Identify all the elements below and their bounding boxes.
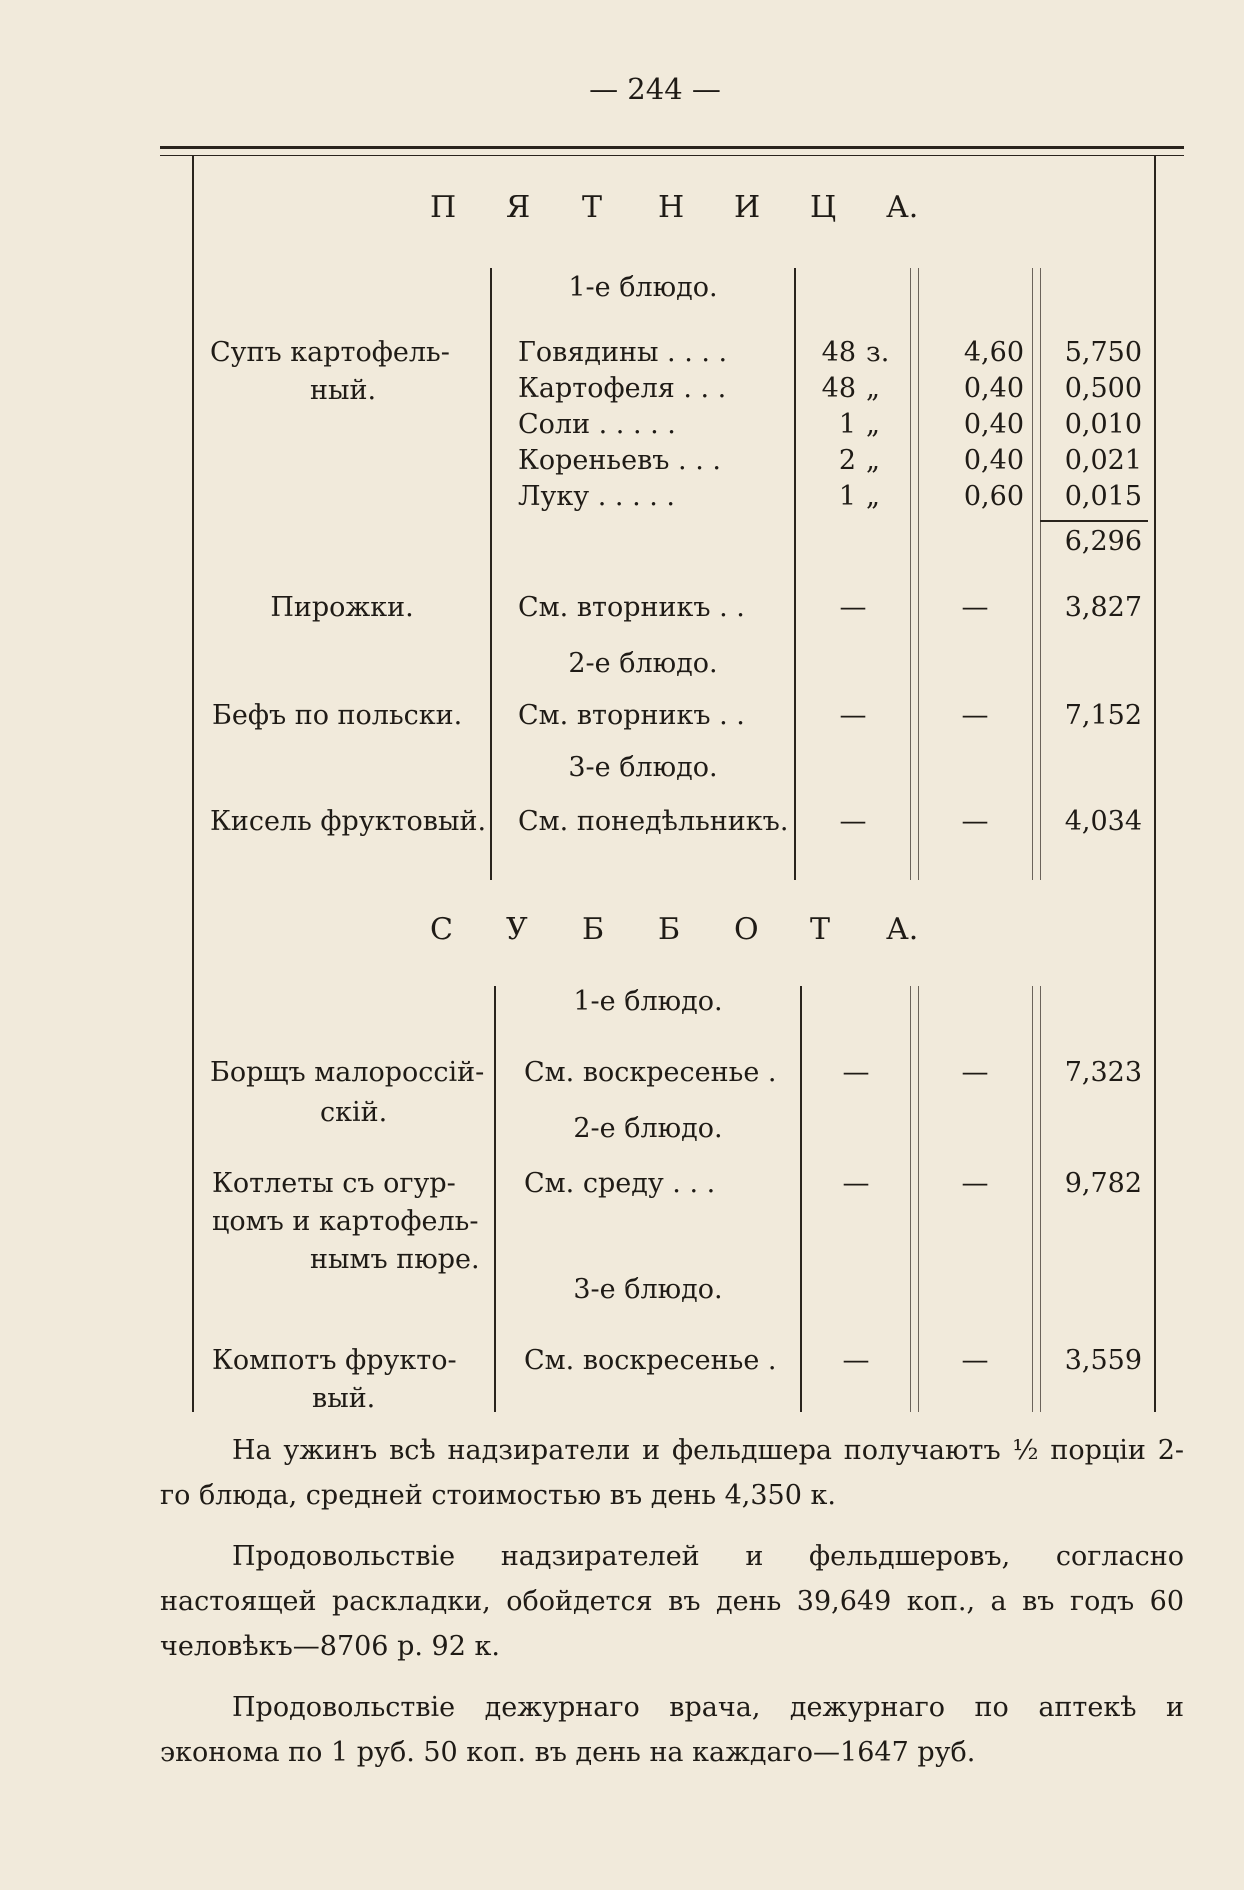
saturday-col-line <box>918 986 919 1412</box>
paragraph: На ужинъ всѣ надзиратели и фельдшера получаютъ ½ порціи 2-го блюда, средней стоимостью въ день 4,350 к. <box>160 1435 1184 1511</box>
ingredient-qty: 48 <box>821 373 856 404</box>
saturday-title <box>430 912 950 952</box>
ingredient-cost: 0,010 <box>1064 409 1142 440</box>
dish-name: Бефъ по польски. <box>212 700 463 731</box>
friday-letter: Ц <box>810 190 837 225</box>
dish-ref: См. понедѣльникъ. <box>518 806 789 837</box>
dish-name: вый. <box>312 1383 376 1414</box>
friday-col-line <box>918 268 919 880</box>
course-heading: 1-е блюдо. <box>573 986 723 1017</box>
ingredient-price: 0,40 <box>963 445 1024 476</box>
saturday-letter: Т <box>810 912 831 947</box>
ingredient-price: 0,60 <box>963 481 1024 512</box>
footer-text <box>160 1428 1184 1775</box>
ingredient-unit: „ <box>866 373 880 404</box>
friday-col-line <box>1040 268 1041 880</box>
ingredient-cost: 5,750 <box>1064 337 1142 368</box>
friday-title <box>430 190 950 230</box>
dash: — <box>961 806 989 837</box>
friday-letter: Н <box>658 190 685 225</box>
dish-ref: См. вторникъ . . <box>518 700 745 731</box>
dish-ref: См. вторникъ . . <box>518 592 745 623</box>
saturday-col-line <box>1040 986 1041 1412</box>
friday-col-line <box>490 268 492 880</box>
friday-letter: И <box>734 190 761 225</box>
soup-total: 6,296 <box>1064 526 1142 557</box>
table-left-border <box>192 156 194 1412</box>
friday-letter: Т <box>582 190 603 225</box>
dish-cost: 3,827 <box>1064 592 1142 623</box>
dash: — <box>839 700 867 731</box>
saturday-letter: С <box>430 912 453 947</box>
ingredient-cost: 0,021 <box>1064 445 1142 476</box>
ingredient-price: 0,40 <box>963 409 1024 440</box>
dish-ref: См. воскресенье . <box>524 1345 777 1376</box>
course-heading: 2-е блюдо. <box>573 1113 723 1144</box>
friday-letter: Я <box>506 190 531 225</box>
dish-name: Кисель фруктовый. <box>210 806 487 837</box>
ingredient-qty: 48 <box>821 337 856 368</box>
dash: — <box>961 700 989 731</box>
dish-name: ный. <box>310 375 377 406</box>
dash: — <box>961 1345 989 1376</box>
dash: — <box>961 1168 989 1199</box>
paragraph: Продовольствіе надзирателей и фельдшеровъ, согласно настоящей раскладки, обойдется въ день 39,649 коп., а въ годъ 60 человѣкъ—8706 р. 92 к. <box>160 1541 1184 1662</box>
dish-ref: См. воскресенье . <box>524 1057 777 1088</box>
saturday-col-line <box>910 986 911 1412</box>
friday-letter: П <box>430 190 457 225</box>
dash: — <box>839 806 867 837</box>
dish-name: цомъ и картофель- <box>212 1206 479 1237</box>
dish-cost: 9,782 <box>1064 1168 1142 1199</box>
course-heading: 1-е блюдо. <box>568 272 718 303</box>
dash: — <box>961 592 989 623</box>
course-heading: 2-е блюдо. <box>568 648 718 679</box>
saturday-col-line <box>1032 986 1033 1412</box>
top-rule <box>160 146 1184 156</box>
saturday-col-line <box>494 986 496 1412</box>
ingredient-name: Говядины . . . . <box>518 337 728 368</box>
dish-cost: 4,034 <box>1064 806 1142 837</box>
dish-name: Котлеты съ огур- <box>212 1168 456 1199</box>
dish-name: Пирожки. <box>270 592 414 623</box>
ingredient-qty: 1 <box>838 409 856 440</box>
ingredient-unit: „ <box>866 409 880 440</box>
saturday-letter: А. <box>886 912 919 947</box>
dish-ref: См. среду . . . <box>524 1168 716 1199</box>
ingredient-name: Кореньевъ . . . <box>518 445 721 476</box>
course-heading: 3-е блюдо. <box>568 752 718 783</box>
ingredient-unit: „ <box>866 481 880 512</box>
ingredient-name: Картофеля . . . <box>518 373 727 404</box>
paragraph: Продовольствіе дежурнаго врача, дежурнаго по аптекѣ и эконома по 1 руб. 50 коп. въ день на каждаго—1647 руб. <box>160 1692 1184 1768</box>
dish-cost: 7,323 <box>1064 1057 1142 1088</box>
course-heading: 3-е блюдо. <box>573 1274 723 1305</box>
ingredient-price: 4,60 <box>963 337 1024 368</box>
saturday-letter: Б <box>658 912 681 947</box>
dash: — <box>842 1345 870 1376</box>
ingredient-unit: з. <box>866 337 890 368</box>
dish-name: Компотъ фрукто- <box>212 1345 457 1376</box>
dish-name: скій. <box>320 1097 388 1128</box>
ingredient-name: Соли . . . . . <box>518 409 676 440</box>
ingredient-cost: 0,015 <box>1064 481 1142 512</box>
ingredient-price: 0,40 <box>963 373 1024 404</box>
dash: — <box>839 592 867 623</box>
dish-name: Борщъ малороссій- <box>210 1057 485 1088</box>
ingredient-qty: 1 <box>838 481 856 512</box>
dash: — <box>842 1168 870 1199</box>
friday-col-line <box>910 268 911 880</box>
ingredient-qty: 2 <box>838 445 856 476</box>
dish-cost: 3,559 <box>1064 1345 1142 1376</box>
dish-cost: 7,152 <box>1064 700 1142 731</box>
dash: — <box>961 1057 989 1088</box>
friday-col-line <box>1032 268 1033 880</box>
table-right-border <box>1154 156 1156 1412</box>
saturday-letter: У <box>506 912 528 947</box>
sum-rule <box>1040 520 1148 522</box>
saturday-letter: Б <box>582 912 605 947</box>
dash: — <box>842 1057 870 1088</box>
ingredient-unit: „ <box>866 445 880 476</box>
ingredient-cost: 0,500 <box>1064 373 1142 404</box>
dish-name: Супъ картофель- <box>210 337 450 368</box>
ingredient-name: Луку . . . . . <box>518 481 676 512</box>
dish-name: нымъ пюре. <box>310 1244 480 1275</box>
saturday-letter: О <box>734 912 759 947</box>
friday-letter: А. <box>886 190 919 225</box>
page-number: — 244 — <box>589 72 721 106</box>
friday-col-line <box>794 268 796 880</box>
